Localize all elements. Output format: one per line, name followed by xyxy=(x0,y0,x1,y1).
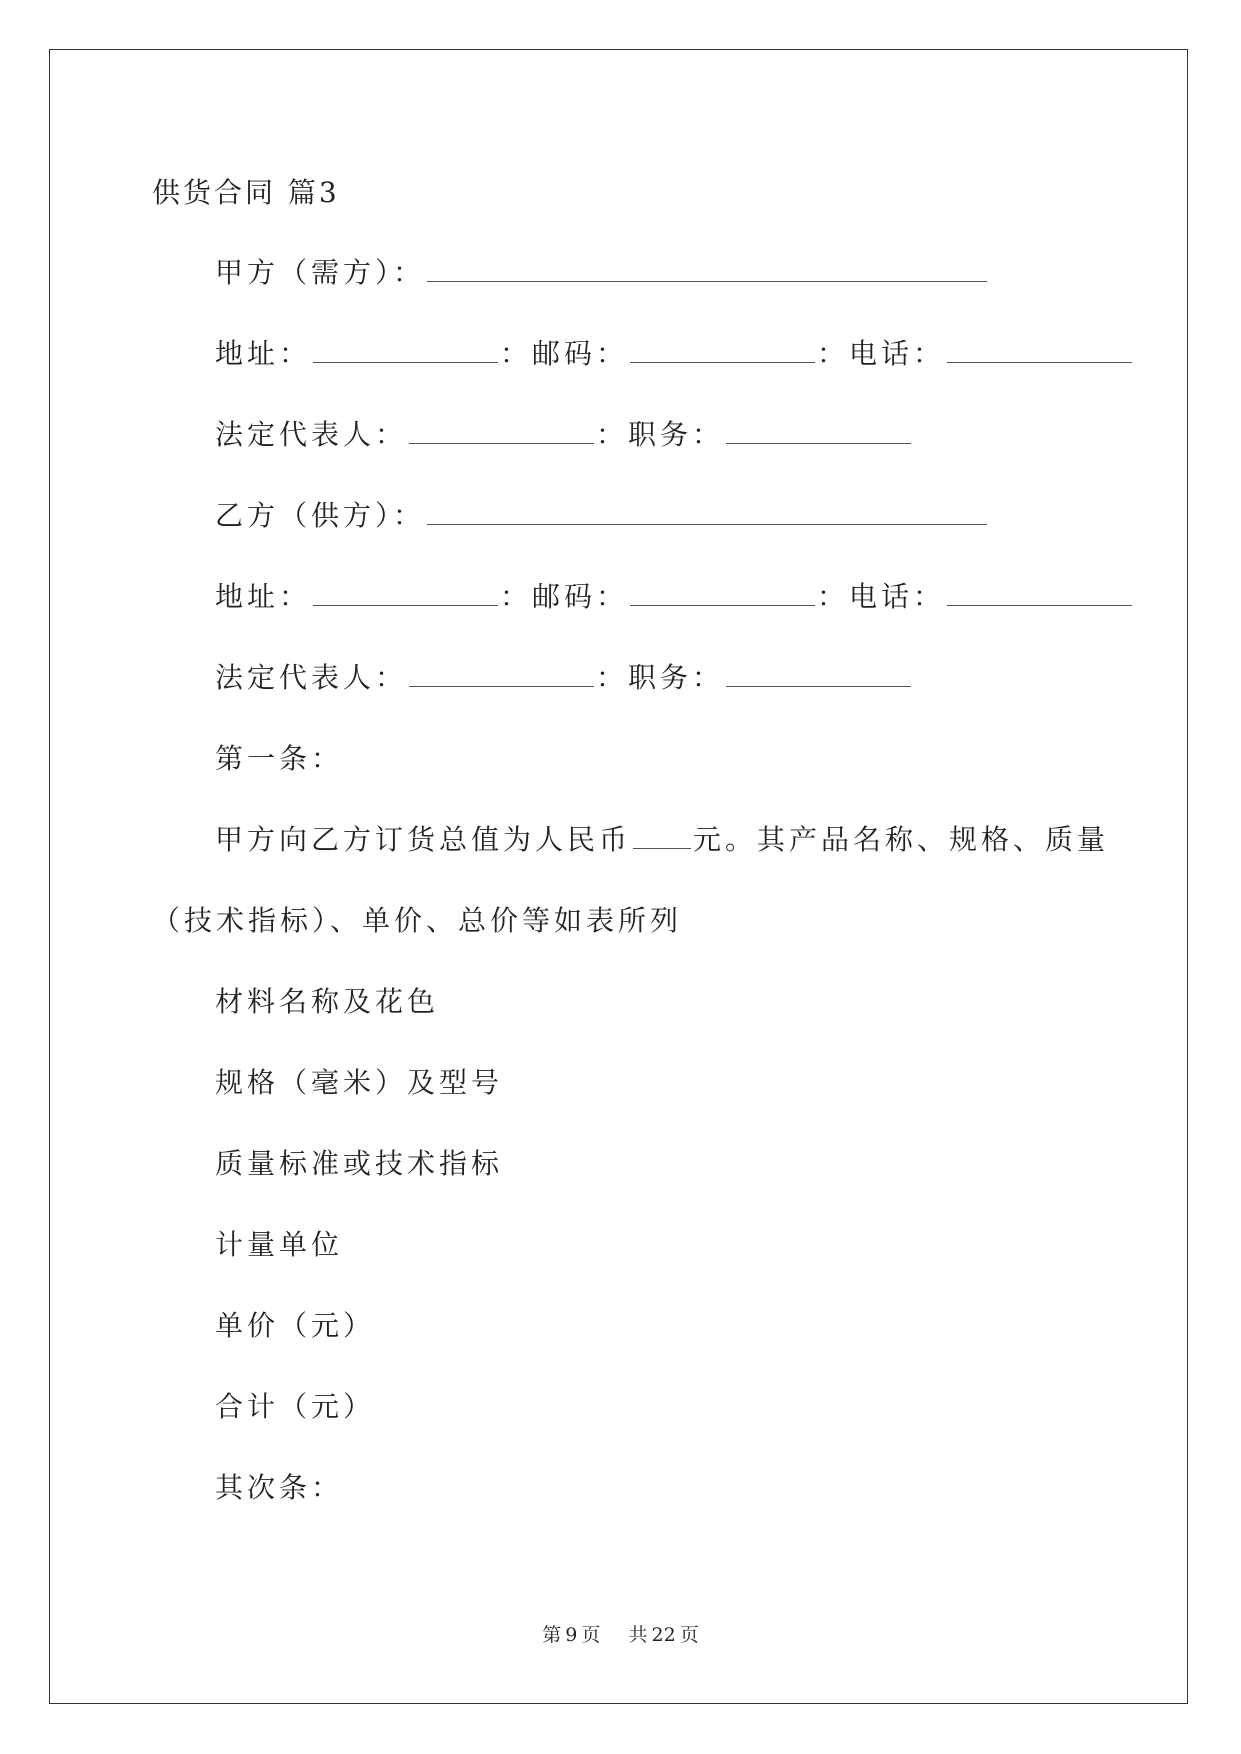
document-title: 供货合同 篇3 xyxy=(152,176,340,209)
party-b-postcode-blank xyxy=(630,579,815,606)
party-b-contact-line xyxy=(215,577,1134,617)
article1-text-b: 元。其产品名称、规格、质量 xyxy=(693,823,1110,856)
page-frame xyxy=(49,49,1188,1704)
party-b-rep-label: 法定代表人： xyxy=(215,661,408,694)
party-a-phone-label: ：电话： xyxy=(817,337,946,370)
party-a-rep-blank xyxy=(409,417,594,444)
party-a-address-label: 地址： xyxy=(215,337,312,370)
party-b-position-label: ：职务： xyxy=(596,661,725,694)
party-b-label: 乙方（供方）： xyxy=(215,499,426,532)
party-a-blank xyxy=(427,255,987,282)
party-a-contact-line xyxy=(215,334,1134,374)
party-b-position-blank xyxy=(726,660,911,687)
table-item: 规格（毫米）及型号 xyxy=(215,1066,504,1099)
table-item: 质量标准或技术指标 xyxy=(215,1147,504,1180)
table-item: 合计（元） xyxy=(215,1390,376,1423)
footer-page-label-a: 第 xyxy=(542,1624,562,1646)
party-a-postcode-blank xyxy=(630,336,815,363)
party-a-rep-label: 法定代表人： xyxy=(215,418,408,451)
table-item: 材料名称及花色 xyxy=(215,985,440,1018)
footer-page-number: 9 xyxy=(565,1624,578,1646)
party-b-postcode-label: ：邮码： xyxy=(500,580,629,613)
article1-amount-blank xyxy=(633,822,691,849)
party-b-address-label: 地址： xyxy=(215,580,312,613)
article1-text-a: 甲方向乙方订货总值为人民币 xyxy=(215,823,632,856)
footer-total-label-a: 共 xyxy=(628,1624,648,1646)
article1-heading: 第一条： xyxy=(215,742,344,775)
article2-heading: 其次条： xyxy=(215,1471,344,1504)
party-a-line xyxy=(215,253,989,293)
article1-text-line2: （技术指标）、单价、总价等如表所列 xyxy=(152,904,683,937)
party-b-rep-line xyxy=(215,658,913,698)
article1-text-line1 xyxy=(215,820,1109,860)
page-footer xyxy=(0,1620,1241,1647)
party-b-line xyxy=(215,496,989,536)
party-a-address-blank xyxy=(313,336,498,363)
party-b-phone-label: ：电话： xyxy=(817,580,946,613)
table-item: 单价（元） xyxy=(215,1309,376,1342)
party-b-phone-blank xyxy=(947,579,1132,606)
footer-total-label-b: 页 xyxy=(679,1624,699,1646)
party-a-position-label: ：职务： xyxy=(596,418,725,451)
party-b-address-blank xyxy=(313,579,498,606)
table-item: 计量单位 xyxy=(215,1228,344,1261)
party-a-rep-line xyxy=(215,415,913,455)
party-a-postcode-label: ：邮码： xyxy=(500,337,629,370)
footer-page-label-b: 页 xyxy=(581,1624,601,1646)
party-a-label: 甲方（需方）： xyxy=(215,256,426,289)
party-b-rep-blank xyxy=(409,660,594,687)
party-a-position-blank xyxy=(726,417,911,444)
party-a-phone-blank xyxy=(947,336,1132,363)
party-b-blank xyxy=(427,498,987,525)
footer-total-number: 22 xyxy=(651,1624,676,1646)
